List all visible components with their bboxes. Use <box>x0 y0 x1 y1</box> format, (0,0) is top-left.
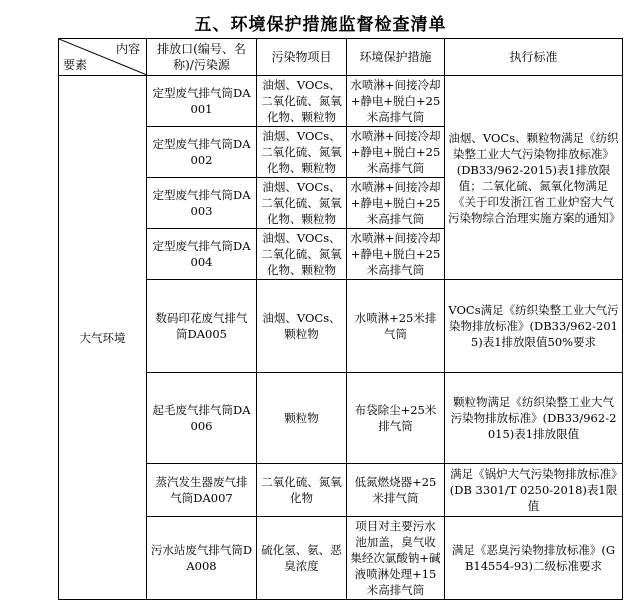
corner-header-element: 要素 <box>63 58 88 72</box>
measure-header: 环境保护措施 <box>347 39 445 76</box>
standard-cell: 满足《恶臭污染物排放标准》(GB14554-93)二级标准要求 <box>445 517 623 600</box>
pollutant-cell: 二氧化硫、氮氧化物 <box>257 464 347 517</box>
standard-cell: VOCs满足《纺织染整工业大气污染物排放标准》(DB33/962-2015)表1排放限值50%要求 <box>445 280 623 373</box>
supervision-checklist-table <box>58 38 623 600</box>
pollutant-cell: 油烟、VOCs、二氧化硫、氮氧化物、颗粒物 <box>257 229 347 280</box>
measure-cell: 水喷淋+间接冷却+静电+脱白+25米高排气筒 <box>347 178 445 229</box>
pollutant-cell: 油烟、VOCs、二氧化硫、氮氧化物、颗粒物 <box>257 76 347 127</box>
measure-cell: 水喷淋+间接冷却+静电+脱白+25米高排气筒 <box>347 127 445 178</box>
outlet-cell: 定型废气排气筒DA002 <box>147 127 257 178</box>
element-cell: 大气环境 <box>59 76 147 600</box>
table-row <box>59 76 623 127</box>
pollutant-cell: 油烟、VOCs、二氧化硫、氮氧化物、颗粒物 <box>257 178 347 229</box>
outlet-cell: 蒸汽发生器废气排气筒DA007 <box>147 464 257 517</box>
pollutant-cell: 油烟、VOCs、颗粒物 <box>257 280 347 373</box>
pollutant-cell: 硫化氢、氨、恶臭浓度 <box>257 517 347 600</box>
outlet-cell: 起毛废气排气筒DA006 <box>147 373 257 464</box>
measure-cell: 水喷淋+25米排气筒 <box>347 280 445 373</box>
standard-cell: 颗粒物满足《纺织染整工业大气污染物排放标准》(DB33/962-2015)表1排放限值 <box>445 373 623 464</box>
page-title: 五、环境保护措施监督检查清单 <box>194 15 447 35</box>
corner-header-content: 内容 <box>115 42 140 56</box>
outlet-header: 排放口(编号、名称)/污染源 <box>147 39 257 76</box>
outlet-cell: 定型废气排气筒DA003 <box>147 178 257 229</box>
outlet-cell: 数码印花废气排气筒DA005 <box>147 280 257 373</box>
measure-cell: 项目对主要污水池加盖，臭气收集经次氯酸钠+碱液喷淋处理+15米高排气筒 <box>347 517 445 600</box>
outlet-cell: 定型废气排气筒DA001 <box>147 76 257 127</box>
measure-cell: 水喷淋+间接冷却+静电+脱白+25米高排气筒 <box>347 76 445 127</box>
measure-cell: 布袋除尘+25米排气筒 <box>347 373 445 464</box>
measure-cell: 水喷淋+间接冷却+静电+脱白+25米高排气筒 <box>347 229 445 280</box>
standard-cell-merged: 油烟、VOCs、颗粒物满足《纺织染整工业大气污染物排放标准》(DB33/962-2015)表1排放限值；二氧化硫、氮氧化物满足《关于印发浙江省工业炉窑大气污染物综合治理实施方案的通知》 <box>445 76 623 280</box>
standard-cell: 满足《锅炉大气污染物排放标准》(DB 3301/T 0250-2018)表1限值 <box>445 464 623 517</box>
outlet-cell: 污水站废气排气筒DA008 <box>147 517 257 600</box>
header-row <box>59 39 623 76</box>
outlet-cell: 定型废气排气筒DA004 <box>147 229 257 280</box>
pollutant-cell: 颗粒物 <box>257 373 347 464</box>
pollutant-cell: 油烟、VOCs、二氧化硫、氮氧化物、颗粒物 <box>257 127 347 178</box>
pollutant-header: 污染物项目 <box>257 39 347 76</box>
measure-cell: 低氮燃烧器+25米排气筒 <box>347 464 445 517</box>
corner-header-cell <box>59 39 147 76</box>
standard-header: 执行标准 <box>445 39 623 76</box>
